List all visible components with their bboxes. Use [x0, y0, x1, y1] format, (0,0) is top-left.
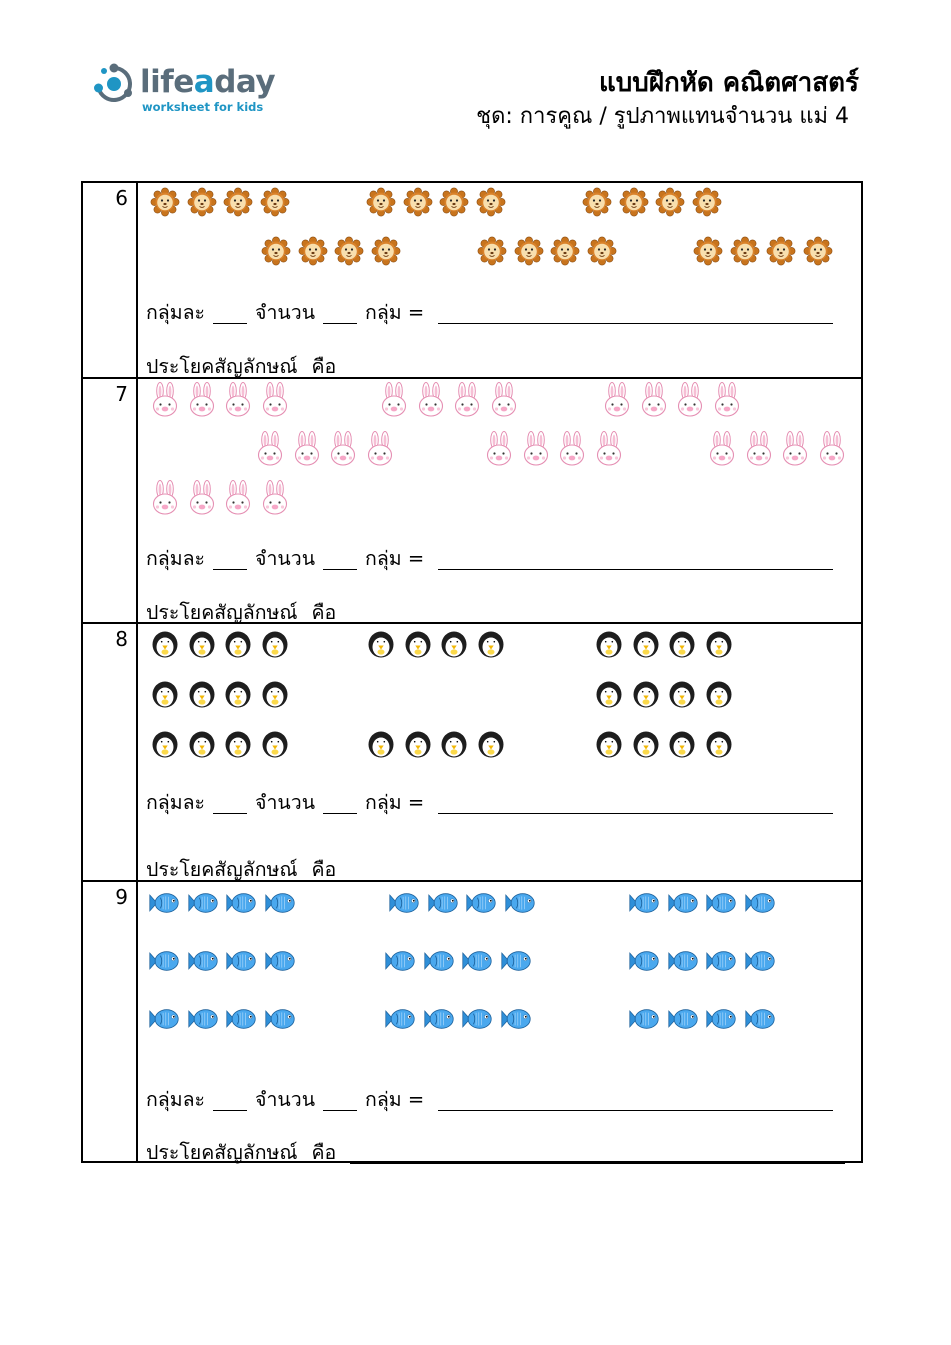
fish-icon: [461, 946, 493, 976]
penguin-icon: [476, 729, 506, 759]
penguin-icon: [439, 729, 469, 759]
rabbit-icon: [150, 382, 180, 418]
penguin-icon: [439, 629, 469, 659]
penguin-icon: [187, 629, 217, 659]
penguin-icon: [704, 629, 734, 659]
penguin-icon: [150, 679, 180, 709]
fish-icon: [744, 888, 776, 918]
picture-group: [384, 1004, 532, 1034]
penguin-icon: [150, 729, 180, 759]
answer-blank[interactable]: [213, 1110, 247, 1111]
lifeaday-logo: [90, 60, 280, 120]
worksheet-table: [81, 181, 863, 1163]
fish-icon: [427, 888, 459, 918]
penguin-icon: [260, 679, 290, 709]
answer-blank[interactable]: [323, 569, 357, 570]
lion-icon: [550, 236, 580, 266]
rabbit-icon: [594, 431, 624, 467]
fish-icon: [384, 946, 416, 976]
fish-icon: [423, 1004, 455, 1034]
lion-icon: [334, 236, 364, 266]
penguin-icon: [476, 629, 506, 659]
picture-group: [388, 888, 536, 918]
fish-icon: [705, 1004, 737, 1034]
fish-icon: [461, 1004, 493, 1034]
group-count-line: กลุ่มละ จำนวน กลุ่ม =: [146, 543, 841, 574]
lion-icon: [730, 236, 760, 266]
picture-group: [693, 236, 833, 266]
lion-icon: [261, 236, 291, 266]
rabbit-icon: [557, 431, 587, 467]
lion-icon: [260, 187, 290, 217]
lion-icon: [187, 187, 217, 217]
fish-icon: [628, 946, 660, 976]
rabbit-icon: [639, 382, 669, 418]
fish-icon: [705, 946, 737, 976]
logo-mark-icon: [90, 60, 138, 108]
penguin-icon: [667, 679, 697, 709]
fish-icon: [744, 946, 776, 976]
rabbit-icon: [260, 382, 290, 418]
picture-group: [366, 187, 506, 217]
fish-icon: [388, 888, 420, 918]
answer-blank[interactable]: [438, 569, 833, 570]
answer-blank[interactable]: [438, 323, 833, 324]
rabbit-icon: [675, 382, 705, 418]
lion-icon: [439, 187, 469, 217]
picture-group: [628, 946, 776, 976]
answer-blank[interactable]: [213, 813, 247, 814]
rabbit-icon: [328, 431, 358, 467]
worksheet-title: แบบฝึกหัด คณิตศาสตร์: [598, 68, 859, 98]
rabbit-icon: [187, 382, 217, 418]
picture-group: [366, 729, 506, 759]
fish-icon: [667, 888, 699, 918]
penguin-icon: [594, 679, 624, 709]
penguin-icon: [704, 679, 734, 709]
fish-icon: [187, 1004, 219, 1034]
penguin-icon: [366, 729, 396, 759]
penguin-icon: [223, 629, 253, 659]
penguin-icon: [594, 629, 624, 659]
penguin-icon: [223, 679, 253, 709]
fish-icon: [384, 1004, 416, 1034]
rabbit-icon: [365, 431, 395, 467]
rabbit-icon: [484, 431, 514, 467]
lion-icon: [298, 236, 328, 266]
rabbit-icon: [817, 431, 847, 467]
penguin-icon: [631, 729, 661, 759]
picture-group: [150, 679, 290, 709]
lion-icon: [803, 236, 833, 266]
problem-9: [83, 880, 861, 1164]
penguin-icon: [403, 729, 433, 759]
picture-group: [602, 382, 742, 418]
picture-group: [594, 629, 734, 659]
lion-icon: [223, 187, 253, 217]
answer-blank[interactable]: [323, 813, 357, 814]
picture-group: [150, 480, 290, 516]
picture-group: [150, 187, 290, 217]
fish-icon: [148, 888, 180, 918]
picture-group: [582, 187, 722, 217]
fish-icon: [264, 888, 296, 918]
penguin-icon: [667, 629, 697, 659]
penguin-icon: [594, 729, 624, 759]
fish-icon: [225, 1004, 257, 1034]
fish-icon: [264, 1004, 296, 1034]
rabbit-icon: [780, 431, 810, 467]
symbolic-sentence-line: ประโยคสัญลักษณ์ คือ: [146, 351, 841, 382]
penguin-icon: [403, 629, 433, 659]
picture-group: [150, 729, 290, 759]
picture-group: [477, 236, 617, 266]
problem-number: 8: [115, 627, 128, 651]
rabbit-icon: [452, 382, 482, 418]
rabbit-icon: [712, 382, 742, 418]
lion-icon: [619, 187, 649, 217]
fish-icon: [500, 946, 532, 976]
fish-icon: [744, 1004, 776, 1034]
fish-icon: [148, 946, 180, 976]
lion-icon: [582, 187, 612, 217]
fish-icon: [705, 888, 737, 918]
picture-group: [384, 946, 532, 976]
picture-group: [594, 679, 734, 709]
answer-blank[interactable]: [323, 323, 357, 324]
logo-tagline: worksheet for kids: [142, 100, 264, 114]
picture-group: [148, 888, 296, 918]
lion-icon: [587, 236, 617, 266]
rabbit-icon: [521, 431, 551, 467]
penguin-icon: [187, 729, 217, 759]
rabbit-icon: [416, 382, 446, 418]
rabbit-icon: [489, 382, 519, 418]
answer-blank[interactable]: [438, 813, 833, 814]
picture-group: [261, 236, 401, 266]
rabbit-icon: [150, 480, 180, 516]
picture-group: [148, 1004, 296, 1034]
picture-group: [255, 431, 395, 467]
fish-icon: [187, 946, 219, 976]
answer-blank[interactable]: [213, 569, 247, 570]
lion-icon: [150, 187, 180, 217]
rabbit-icon: [707, 431, 737, 467]
rabbit-icon: [602, 382, 632, 418]
penguin-icon: [187, 679, 217, 709]
lion-icon: [371, 236, 401, 266]
penguin-icon: [704, 729, 734, 759]
problem-6: [83, 183, 861, 377]
rabbit-icon: [223, 382, 253, 418]
penguin-icon: [667, 729, 697, 759]
penguin-icon: [260, 629, 290, 659]
symbolic-sentence-line: ประโยคสัญลักษณ์ คือ: [146, 597, 841, 628]
penguin-icon: [631, 629, 661, 659]
lion-icon: [693, 236, 723, 266]
penguin-icon: [366, 629, 396, 659]
lion-icon: [766, 236, 796, 266]
problem-7: [83, 377, 861, 622]
picture-group: [366, 629, 506, 659]
picture-group: [484, 431, 624, 467]
rabbit-icon: [744, 431, 774, 467]
picture-group: [628, 1004, 776, 1034]
problem-number: 6: [115, 186, 128, 210]
answer-blank[interactable]: [213, 323, 247, 324]
picture-group: [150, 382, 290, 418]
logo-wordmark: lifeaday: [140, 64, 276, 100]
fish-icon: [667, 1004, 699, 1034]
rabbit-icon: [223, 480, 253, 516]
rabbit-icon: [292, 431, 322, 467]
fish-icon: [667, 946, 699, 976]
picture-group: [594, 729, 734, 759]
fish-icon: [504, 888, 536, 918]
fish-icon: [187, 888, 219, 918]
group-count-line: กลุ่มละ จำนวน กลุ่ม =: [146, 1084, 841, 1115]
fish-icon: [628, 888, 660, 918]
fish-icon: [423, 946, 455, 976]
answer-blank[interactable]: [350, 1163, 845, 1164]
answer-blank[interactable]: [438, 1110, 833, 1111]
symbolic-sentence-line: ประโยคสัญลักษณ์ คือ: [146, 1137, 853, 1168]
lion-icon: [477, 236, 507, 266]
penguin-icon: [223, 729, 253, 759]
penguin-icon: [631, 679, 661, 709]
picture-group: [379, 382, 519, 418]
fish-icon: [465, 888, 497, 918]
lion-icon: [403, 187, 433, 217]
fish-icon: [148, 1004, 180, 1034]
rabbit-icon: [260, 480, 290, 516]
problem-number: 9: [115, 885, 128, 909]
rabbit-icon: [255, 431, 285, 467]
fish-icon: [264, 946, 296, 976]
fish-icon: [500, 1004, 532, 1034]
picture-group: [148, 946, 296, 976]
symbolic-sentence-line: ประโยคสัญลักษณ์ คือ: [146, 854, 841, 885]
lion-icon: [692, 187, 722, 217]
fish-icon: [225, 888, 257, 918]
rabbit-icon: [187, 480, 217, 516]
picture-group: [707, 431, 847, 467]
picture-group: [150, 629, 290, 659]
fish-icon: [628, 1004, 660, 1034]
worksheet-subtitle: ชุด: การคูณ / รูปภาพแทนจำนวน แม่ 4: [476, 104, 849, 129]
group-count-line: กลุ่มละ จำนวน กลุ่ม =: [146, 787, 841, 818]
group-count-line: กลุ่มละ จำนวน กลุ่ม =: [146, 297, 841, 328]
lion-icon: [476, 187, 506, 217]
picture-group: [628, 888, 776, 918]
problem-number: 7: [115, 382, 128, 406]
fish-icon: [225, 946, 257, 976]
problem-8: [83, 622, 861, 880]
penguin-icon: [260, 729, 290, 759]
lion-icon: [366, 187, 396, 217]
lion-icon: [514, 236, 544, 266]
rabbit-icon: [379, 382, 409, 418]
lion-icon: [655, 187, 685, 217]
answer-blank[interactable]: [323, 1110, 357, 1111]
penguin-icon: [150, 629, 180, 659]
